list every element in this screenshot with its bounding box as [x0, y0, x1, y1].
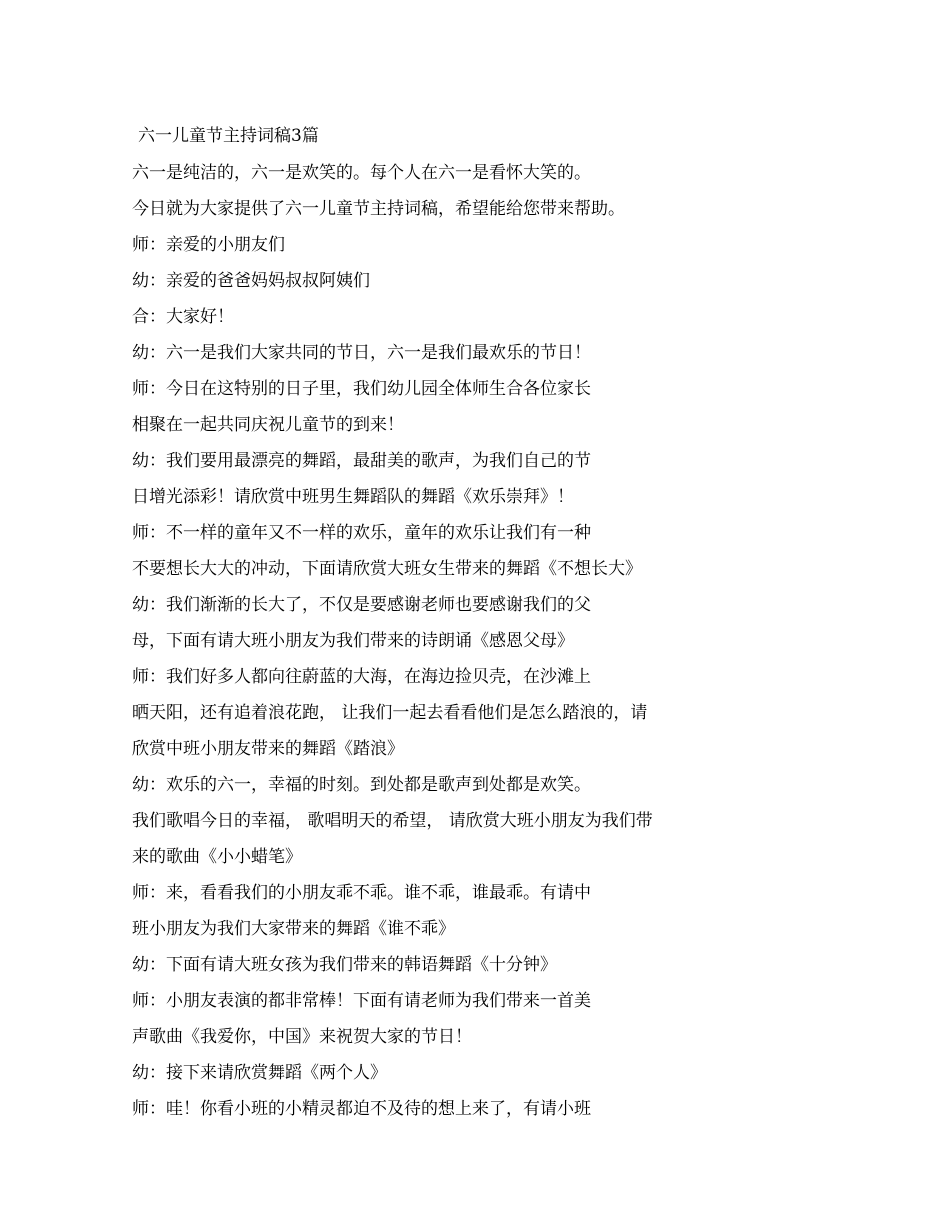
- text-line: 晒天阳，还有追着浪花跑， 让我们一起去看看他们是怎么踏浪的，请: [132, 703, 648, 723]
- text-line: 幼：我们要用最漂亮的舞蹈，最甜美的歌声，为我们自己的节: [132, 451, 591, 471]
- text-line: 欣赏中班小朋友带来的舞蹈《踏浪》: [132, 739, 404, 759]
- text-line: 幼：接下来请欣赏舞蹈《两个人》: [132, 1063, 387, 1083]
- text-line: 母，下面有请大班小朋友为我们带来的诗朗诵《感恩父母》: [132, 631, 574, 651]
- text-line: 今日就为大家提供了六一儿童节主持词稿，希望能给您带来帮助。: [132, 199, 625, 219]
- text-line: 不要想长大大的冲动，下面请欣赏大班女生带来的舞蹈《不想长大》: [132, 559, 642, 579]
- text-line: 六一是纯洁的，六一是欢笑的。每个人在六一是看怀大笑的。: [132, 163, 591, 183]
- text-line: 幼：我们渐渐的长大了，不仅是要感谢老师也要感谢我们的父: [132, 595, 591, 615]
- text-line: 幼：六一是我们大家共同的节日，六一是我们最欢乐的节日！: [132, 343, 591, 363]
- text-line: 声歌曲《我爱你，中国》来祝贺大家的节日！: [132, 1027, 472, 1047]
- text-line: 师：来，看看我们的小朋友乖不乖。谁不乖，谁最乖。有请中: [132, 883, 591, 903]
- text-line: 相聚在一起共同庆祝儿童节的到来！: [132, 415, 404, 435]
- text-line: 师：小朋友表演的都非常棒！下面有请老师为我们带来一首美: [132, 991, 591, 1011]
- text-line: 师：不一样的童年又不一样的欢乐，童年的欢乐让我们有一种: [132, 523, 591, 543]
- text-line: 来的歌曲《小小蜡笔》: [132, 847, 302, 867]
- text-line: 合：大家好！: [132, 307, 234, 327]
- text-line: 我们歌唱今日的幸福， 歌唱明天的希望， 请欣赏大班小朋友为我们带: [132, 811, 653, 831]
- text-line: 师：哇！你看小班的小精灵都迫不及待的想上来了，有请小班: [132, 1099, 591, 1119]
- text-line: 幼：下面有请大班女孩为我们带来的韩语舞蹈《十分钟》: [132, 955, 557, 975]
- text-line: 师：亲爱的小朋友们: [132, 235, 285, 255]
- text-line: 师：今日在这特别的日子里，我们幼儿园全体师生合各位家长: [132, 379, 591, 399]
- document-title: 六一儿童节主持词稿3篇: [138, 126, 319, 146]
- document-body: [132, 160, 653, 1132]
- text-line: 幼：欢乐的六一，幸福的时刻。到处都是歌声到处都是欢笑。: [132, 775, 591, 795]
- text-line: 师：我们好多人都向往蔚蓝的大海，在海边捡贝壳，在沙滩上: [132, 667, 591, 687]
- text-line: 日增光添彩！请欣赏中班男生舞蹈队的舞蹈《欢乐崇拜》！: [132, 487, 574, 507]
- text-line: 幼：亲爱的爸爸妈妈叔叔阿姨们: [132, 271, 370, 291]
- text-line: 班小朋友为我们大家带来的舞蹈《谁不乖》: [132, 919, 455, 939]
